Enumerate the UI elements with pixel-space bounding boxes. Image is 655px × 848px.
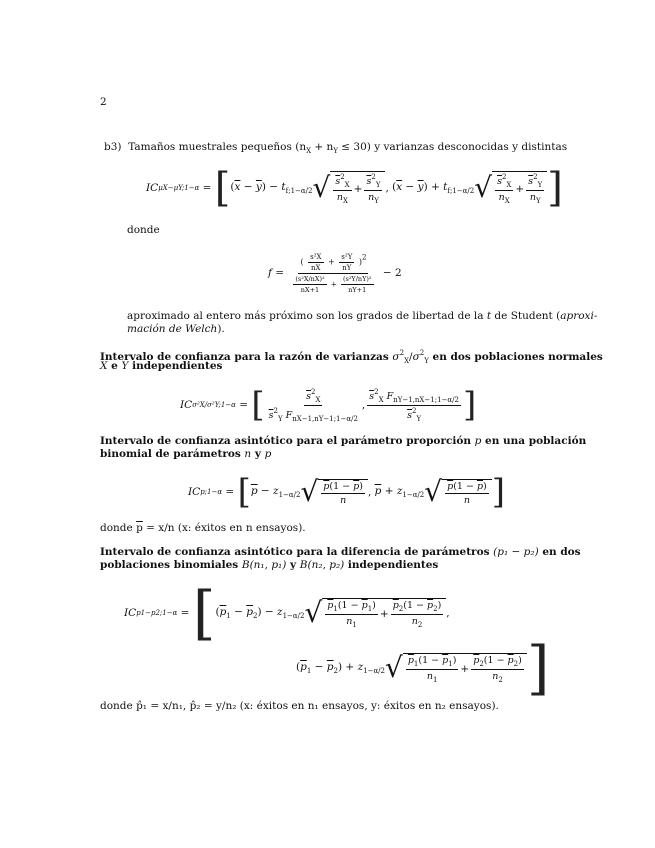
b3-label: b3) <box>104 141 122 153</box>
prop-note-1: donde <box>100 522 137 534</box>
b3-lhs-sub: μX−μY;1−α <box>158 184 200 192</box>
diff-title-y: y <box>286 559 300 571</box>
prop-title-n: n <box>244 448 252 460</box>
diff-lhs-sub: p1−p2;1−α <box>136 609 178 617</box>
approx-it-1: aproxi- <box>560 310 598 322</box>
proportion-title-line1 <box>100 435 586 448</box>
proportion-title-line2 <box>100 448 271 461</box>
diff-note: donde p̂₁ = x/n₁, p̂₂ = y/n₂ (x: éxitos en n₁ ensayos, y: éxitos en n₂ ensayos). <box>100 700 499 712</box>
vr-title-2: en dos poblaciones normales <box>428 351 603 363</box>
t-sub-2: f;1−α/2 <box>447 187 475 195</box>
b3-donde: donde <box>127 224 160 236</box>
prop-title-3: binomial de parámetros <box>100 448 245 460</box>
variance-ratio-title-line1: Intervalo de confianza para la razón de varianzas $\sigma^2_X/\sigma^2_Y$ en dos poblaciones normales <box>100 349 603 365</box>
approx-end: ). <box>217 323 225 335</box>
proportion-formula: IC p;1−α = [ $\overline{p} - z_{1-\alpha/2}$ √ $\frac{p(1 - \overline{p})}{n}$ , $\overline{p} + z_{1-\alpha/2}$ √ $\frac{p(1 - \overline{p})}{n}$ ] <box>188 472 506 512</box>
b3-heading: b3) Tamaños muestrales pequeños $(n_X + n_Y \le 30)$ y varianzas desconocidas y distintas <box>104 141 568 155</box>
left-bracket: [ <box>214 165 231 211</box>
diff-z-sub-1: 1−α/2 <box>282 612 305 620</box>
f-label: f <box>268 267 272 279</box>
vr-f-sub-1: nX−1,nY−1;1−α/2 <box>292 414 358 423</box>
sqrt-2: √ $\frac{s^2_X}{n_X}$ + $\frac{\overline{s}^2_Y}{n_Y}$ <box>474 171 547 205</box>
welch-f-formula: f = ( $\frac{\text{s²X}}{nX}$ + $\frac{\text{s²Y}}{nY}$ )2 $\frac{\text{(s²X/nX)²}}{nX+1}$ + $\frac{\text{(s²Y/nY)²}}{nY+1}$ − 2 <box>268 252 402 294</box>
prop-lhs: IC <box>188 486 201 498</box>
diff-title-b1: B(n₁, p₁) <box>241 559 287 571</box>
prop-title-1: Intervalo de confianza asintótico para el parámetro proporción <box>100 435 475 447</box>
prop-note-2: = x/n (x: éxitos en n ensayos). <box>142 522 306 534</box>
diff-title-b2: B(n₂, p₂) <box>299 559 345 571</box>
t-sub-1: f;1−α/2 <box>285 187 313 195</box>
approx-it-2: mación de Welch <box>127 323 218 335</box>
b3-interval-formula: IC μX−μY;1−α = [ $(\overline{x} - \overline{y}) - t_{f;1-\alpha/2}$ √ $\frac{s^2_X}{n_X}$ + $\frac{\overline{s}^2_Y}{n_Y}$ , $(\overline{x} - \overline{y}) + t_{f;1-\alpha/2}$ √ $\frac{s^2_X}{n_X}$ + $\frac{\overline{s}^2_Y}{n_Y}$ ] <box>146 165 563 211</box>
b3-heading-text: Tamaños muestrales pequeños (n <box>128 141 307 153</box>
diff-title-2: en dos <box>538 546 581 558</box>
diff-z-sub-2: 1−α/2 <box>363 667 385 675</box>
prop-z-sub-2: 1−α/2 <box>402 491 425 499</box>
b3-heading-plus: + n <box>311 141 334 153</box>
diff-title-math: (p₁ − p₂) <box>493 546 539 558</box>
prop-z-sub-1: 1−α/2 <box>278 491 301 499</box>
prop-title-y: y <box>251 448 265 460</box>
approx-t: t <box>486 310 492 322</box>
diff-formula-line2: $(\overline{p}_1 - \overline{p}_2) + z_{1-\alpha/2}$ √ $\frac{p_1(1 - \overline{p}_1)}{n_1}$ + $\frac{\overline{p}_2(1 - \overline{p}_2)}{n_2}$ ] <box>296 634 550 702</box>
page-number: 2 <box>100 96 107 108</box>
vr-title-1: Intervalo de confianza para la razón de varianzas <box>100 351 393 363</box>
diff-title-line1 <box>100 546 581 559</box>
prop-title-2: en una población <box>481 435 587 447</box>
vr-y: Y <box>121 360 129 372</box>
vr-rest: independientes <box>128 360 223 372</box>
vr-e: e <box>107 360 122 372</box>
diff-title-3: poblaciones binomiales <box>100 559 242 571</box>
diff-title-4: independientes <box>344 559 439 571</box>
diff-formula-line1: IC p1−p2;1−α = [ $(\overline{p}_1 - \overline{p}_2) - z_{1-\alpha/2}$ √ $\frac{p_1(1 - \overline{p}_1)}{n_1}$ + $\frac{\overline{p}_2(1 - \overline{p}_2)}{n_2}$ , <box>124 579 450 647</box>
vr-x: X <box>100 360 108 372</box>
approx-text-1: aproximado al entero más próximo son los grados de libertad de la <box>127 310 487 322</box>
welch-approx-line2 <box>127 323 225 336</box>
variance-ratio-formula: IC σ²X/σ²Y;1−α = [ $\frac{\overline{s}^2_X}{\overline{s}^2_Y F_{nX-1,nY-1;1-\alpha/2}}$ , $\frac{\overline{s}^2_X F_{nY-1,nX-1;1-\alpha/2}}{\overline{s}^2_Y}$ ] <box>180 385 477 425</box>
welch-approx-line1 <box>127 310 597 323</box>
b3-heading-end: ≤ 30) y varianzas desconocidas y distintas <box>337 141 568 153</box>
diff-title-line2 <box>100 559 438 572</box>
approx-text-2: de Student ( <box>491 310 561 322</box>
prop-lhs-sub: p;1−α <box>200 488 223 496</box>
diff-lhs: IC <box>124 607 137 619</box>
vr-lhs: IC <box>180 399 193 411</box>
prop-title-p: p <box>474 435 482 447</box>
prop-title-p2: p <box>264 448 272 460</box>
vr-f-sub-2: nY−1,nX−1;1−α/2 <box>393 395 459 404</box>
diff-title-1: Intervalo de confianza asintótico para la diferencia de parámetros <box>100 546 494 558</box>
b3-lhs: IC <box>146 182 159 194</box>
right-bracket: ] <box>547 165 563 211</box>
variance-ratio-title-line2 <box>100 360 222 373</box>
proportion-note: donde $\overline{p} = x/n$ (x: éxitos en n ensayos). <box>100 522 306 534</box>
sqrt-1: √ $\frac{s^2_X}{n_X}$ + $\frac{\overline{s}^2_Y}{n_Y}$ <box>312 171 385 205</box>
